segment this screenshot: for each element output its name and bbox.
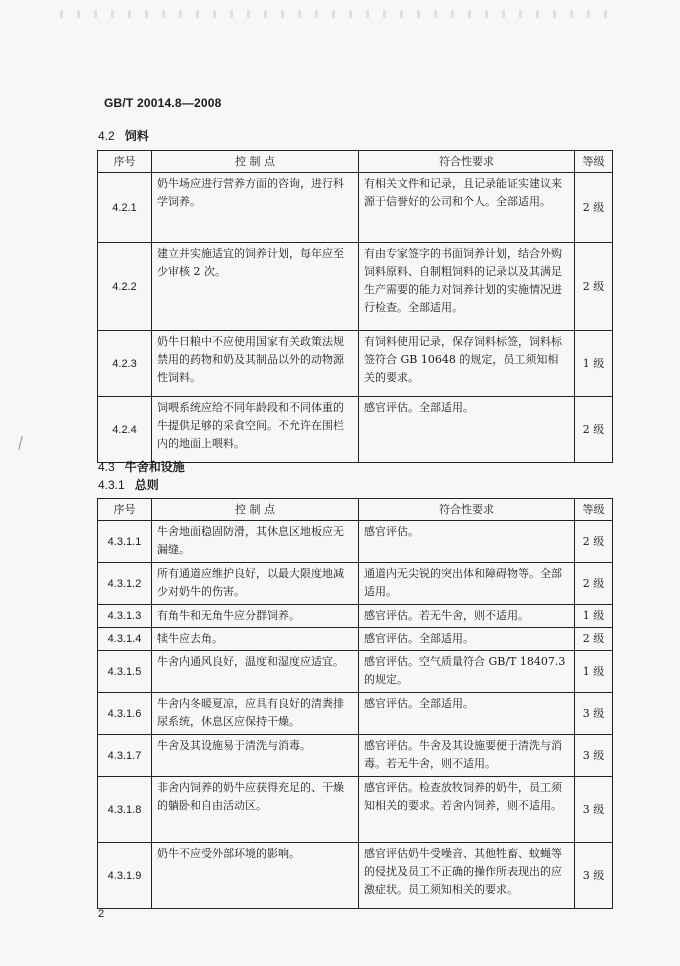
row-grade: 2 级 [575, 397, 613, 463]
row-control: 非舍内饲养的奶牛应获得充足的、干燥的躺卧和自由活动区。 [152, 777, 359, 843]
table-row [98, 397, 613, 463]
row-requirement: 感官评估。检查放牧饲养的奶牛，员工须知相关的要求。若舍内饲养，则不适用。 [359, 777, 575, 843]
section-number: 4.2 [98, 129, 115, 143]
table-row [98, 563, 613, 605]
row-control: 奶牛日粮中不应使用国家有关政策法规禁用的药物和奶及其制品以外的动物源性饲料。 [152, 331, 359, 397]
section-title: 饲料 [124, 129, 149, 143]
row-grade: 3 级 [575, 735, 613, 777]
table-row [98, 521, 613, 563]
row-control: 奶牛不应受外部环境的影响。 [152, 843, 359, 909]
row-grade: 3 级 [575, 843, 613, 909]
table-row [98, 331, 613, 397]
document-code: GB/T 20014.8—2008 [104, 96, 222, 110]
row-requirement: 感官评估。牛舍及其设施要便于清洗与消毒。若无牛舍，则不适用。 [359, 735, 575, 777]
housing-general-table [97, 498, 613, 909]
header-control: 控 制 点 [152, 499, 359, 521]
row-idx: 4.2.3 [98, 331, 152, 397]
row-requirement: 感官评估。全部适用。 [359, 693, 575, 735]
row-grade: 2 级 [575, 563, 613, 605]
row-requirement: 有由专家签字的书面饲养计划，结合外购饲料原料、自制粗饲料的记录以及其满足生产需要的能力对饲养计划的实施情况进行检查。全部适用。 [359, 243, 575, 331]
table-row [98, 843, 613, 909]
section-title: 总则 [134, 478, 159, 492]
row-control: 饲喂系统应给不同年龄段和不同体重的牛提供足够的采食空间。不允许在围栏内的地面上喂料。 [152, 397, 359, 463]
row-grade: 2 级 [575, 173, 613, 243]
row-idx: 4.3.1.6 [98, 693, 152, 735]
row-idx: 4.3.1.8 [98, 777, 152, 843]
row-requirement: 感官评估。若无牛舍，则不适用。 [359, 605, 575, 628]
row-idx: 4.3.1.2 [98, 563, 152, 605]
row-idx: 4.2.2 [98, 243, 152, 331]
table-row [98, 173, 613, 243]
row-requirement: 有相关文件和记录，且记录能证实建议来源于信誉好的公司和个人。全部适用。 [359, 173, 575, 243]
row-requirement: 感官评估。全部适用。 [359, 628, 575, 651]
row-grade: 2 级 [575, 628, 613, 651]
row-requirement: 感官评估。空气质量符合 GB/T 18407.3 的规定。 [359, 651, 575, 693]
row-control: 牛舍地面稳固防滑，其休息区地板应无漏缝。 [152, 521, 359, 563]
header-grade: 等级 [575, 499, 613, 521]
feed-requirements-table [97, 150, 613, 463]
row-grade: 1 级 [575, 605, 613, 628]
table-row [98, 777, 613, 843]
row-grade: 1 级 [575, 651, 613, 693]
row-grade: 2 级 [575, 243, 613, 331]
row-control: 所有通道应维护良好，以最大限度地减少对奶牛的伤害。 [152, 563, 359, 605]
row-grade: 3 级 [575, 693, 613, 735]
row-control: 牛舍内冬暖夏凉，应具有良好的清粪排尿系统，休息区应保持干燥。 [152, 693, 359, 735]
header-requirement: 符合性要求 [359, 499, 575, 521]
section-number: 4.3.1 [98, 478, 125, 492]
header-grade: 等级 [575, 151, 613, 173]
table-header-row [98, 499, 613, 521]
header-requirement: 符合性要求 [359, 151, 575, 173]
row-control: 奶牛场应进行营养方面的咨询，进行科学饲养。 [152, 173, 359, 243]
row-requirement: 感官评估奶牛受噪音、其他牲畜、蚊蝇等的侵扰及员工不正确的操作所表现出的应激症状。员工须知相关的要求。 [359, 843, 575, 909]
section-title: 牛舍和设施 [124, 460, 185, 474]
section-number: 4.3 [98, 460, 115, 474]
row-requirement: 有饲料使用记录，保存饲料标签，饲料标签符合 GB 10648 的规定，员工须知相关的要求。 [359, 331, 575, 397]
row-idx: 4.3.1.1 [98, 521, 152, 563]
section-heading-4-3-1 [98, 476, 159, 493]
row-idx: 4.3.1.3 [98, 605, 152, 628]
header-idx: 序号 [98, 151, 152, 173]
row-control: 牛舍及其设施易于清洗与消毒。 [152, 735, 359, 777]
row-control: 牛舍内通风良好，温度和湿度应适宜。 [152, 651, 359, 693]
row-control: 有角牛和无角牛应分群饲养。 [152, 605, 359, 628]
row-idx: 4.2.1 [98, 173, 152, 243]
table-row [98, 243, 613, 331]
row-idx: 4.3.1.7 [98, 735, 152, 777]
row-idx: 4.3.1.5 [98, 651, 152, 693]
row-requirement: 感官评估。 [359, 521, 575, 563]
scan-mark [18, 436, 22, 450]
row-grade: 1 级 [575, 331, 613, 397]
table-row [98, 628, 613, 651]
row-grade: 2 级 [575, 521, 613, 563]
table-row [98, 735, 613, 777]
table-row [98, 651, 613, 693]
table-header-row [98, 151, 613, 173]
section-heading-4-2 [98, 127, 149, 144]
row-requirement: 感官评估。全部适用。 [359, 397, 575, 463]
scan-noise [60, 10, 620, 18]
header-idx: 序号 [98, 499, 152, 521]
row-idx: 4.2.4 [98, 397, 152, 463]
table-row [98, 605, 613, 628]
row-control: 建立并实施适宜的饲养计划，每年应至少审核 2 次。 [152, 243, 359, 331]
page-number: 2 [98, 908, 105, 920]
row-idx: 4.3.1.4 [98, 628, 152, 651]
row-idx: 4.3.1.9 [98, 843, 152, 909]
header-control: 控 制 点 [152, 151, 359, 173]
table-row [98, 693, 613, 735]
row-control: 犊牛应去角。 [152, 628, 359, 651]
section-heading-4-3 [98, 458, 185, 475]
row-grade: 3 级 [575, 777, 613, 843]
row-requirement: 通道内无尖锐的突出体和障碍物等。全部适用。 [359, 563, 575, 605]
